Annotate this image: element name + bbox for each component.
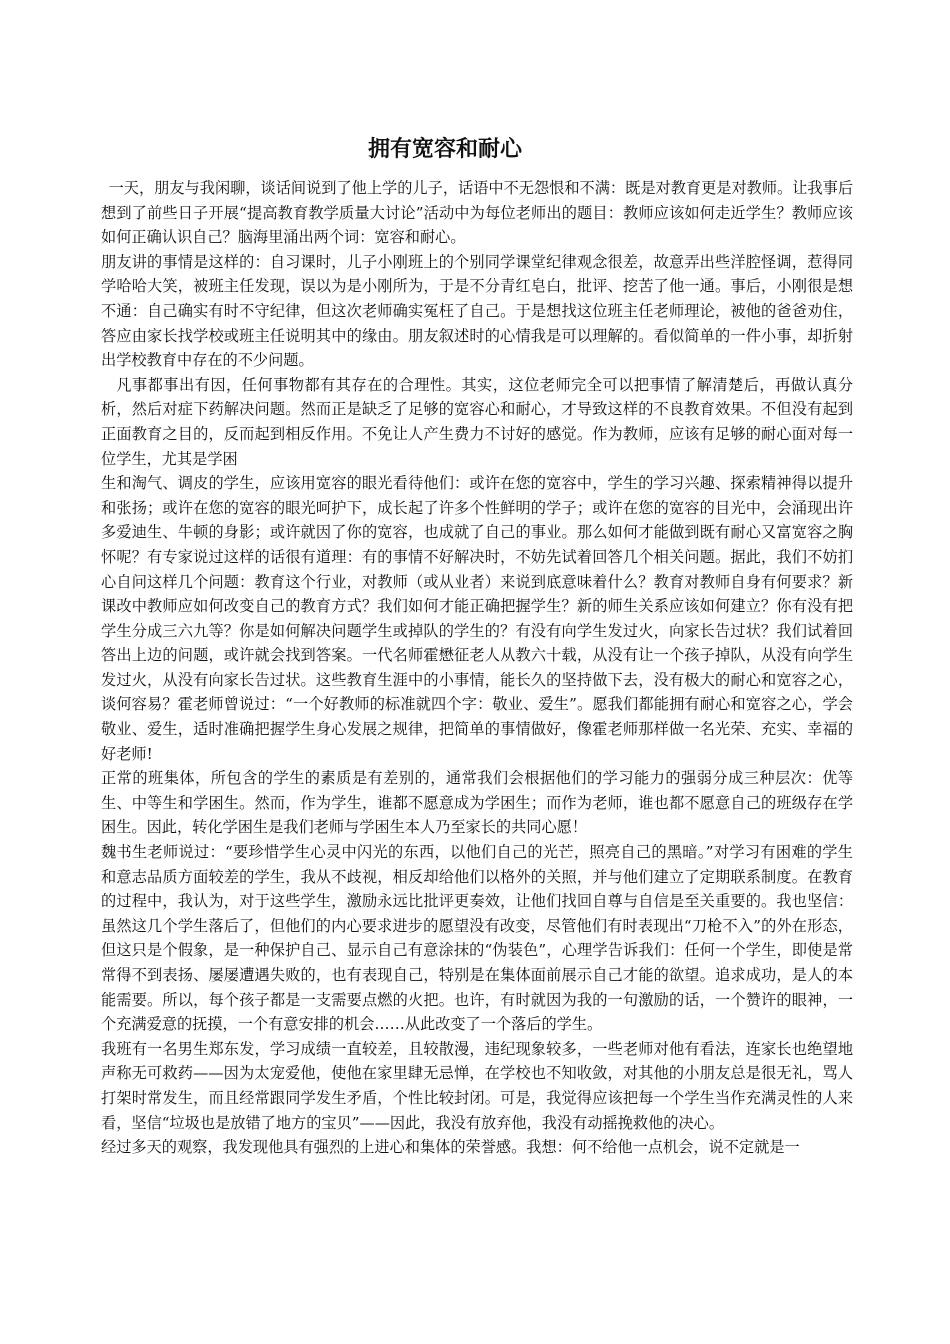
paragraph-1: 一天，朋友与我闲聊，谈话间说到了他上学的儿子，话语中不无怨恨和不满：既是对教育更是对教师。让我事后想到了前些日子开展“提高教育教学质量大讨论”活动中为每位老师出的题目：教师应该如何走近学生？教师应该如何正确认识自己？脑海里涌出两个词：宽容和耐心。 (101, 179, 853, 247)
paragraph-7: 我班有一名男生郑东发，学习成绩一直较差，且较散漫，违纪现象较多，一些老师对他有看法，连家长也绝望地声称无可救药——因为太宠爱他，使他在家里肆无忌惮，在学校也不知收敛，对其他的小朋友总是很无礼，骂人打架时常发生，而且经常跟同学发生矛盾，个性比较封闭。可是，我觉得应该把每一个学生当作充满灵性的人来看，坚信“垃圾也是放错了地方的宝贝”——因此，我没有放弃他，我没有动摇挽救他的决心。 (101, 1039, 853, 1132)
document-body (101, 176, 853, 1160)
paragraph-6: 魏书生老师说过：“要珍惜学生心灵中闪光的东西，以他们自己的光芒，照亮自己的黑暗。”对学习有困难的学生和意志品质方面较差的学生，我从不歧视，相反却给他们以格外的关照，并与他们建立了定期联系制度。在教育的过程中，我认为，对于这些学生，激励永远比批评更奏效，让他们找回自尊与自信是至关重要的。我也坚信：虽然这几个学生落后了，但他们的内心要求进步的愿望没有改变，尽管他们有时表现出“刀枪不入”的外在形态，但这只是个假象，是一种保护自己、显示自己有意涂抹的“伪装色”，心理学告诉我们：任何一个学生，即使是常常得不到表扬、屡屡遭遇失败的，也有表现自己，特别是在集体面前展示自己才能的欲望。追求成功，是人的本能需要。所以，每个孩子都是一支需要点燃的火把。也许，有时就因为我的一句激励的话，一个赞许的眼神，一个充满爱意的抚摸，一个有意安排的机会……从此改变了一个落后的学生。 (101, 843, 853, 1034)
paragraph-4: 生和淘气、调皮的学生，应该用宽容的眼光看待他们：或许在您的宽容中，学生的学习兴趣、探索精神得以提升和张扬；或许在您的宽容的眼光呵护下，成长起了许多个性鲜明的学子；或许在您的宽容的目光中，会涌现出许多爱迪生、牛顿的身影；或许就因了你的宽容，也成就了自己的事业。那么如何才能做到既有耐心又富宽容之胸怀呢？有专家说过这样的话很有道理：有的事情不好解决时，不妨先试着回答几个相关问题。据此，我们不妨扪心自问这样几个问题：教育这个行业，对教师（或从业者）来说到底意味着什么？教育对教师自身有何要求？新课改中教师应如何改变自己的教育方式？我们如何才能正确把握学生？新的师生关系应该如何建立？你有没有把学生分成三六九等？你是如何解决问题学生或掉队的学生的？有没有向学生发过火，向家长告过状？我们试着回答出上边的问题，或许就会找到答案。一代名师霍懋征老人从教六十载，从没有让一个孩子掉队，从没有向学生发过火，从没有向家长告过状。这些教育生涯中的小事情，能长久的坚持做下去，没有极大的耐心和宽容之心，谈何容易？霍老师曾说过：“一个好教师的标准就四个字：敬业、爱生”。愿我们都能拥有耐心和宽容之心，学会敬业、爱生，适时准确把握学生身心发展之规律，把简单的事情做好，像霍老师那样做一名光荣、充实、幸福的好老师! (101, 474, 853, 763)
paragraph-8: 经过多天的观察，我发现他具有强烈的上进心和集体的荣誉感。我想：何不给他一点机会，说不定就是一 (101, 1138, 800, 1157)
paragraph-2: 朋友讲的事情是这样的：自习课时，儿子小刚班上的个别同学课堂纪律观念很差，故意弄出些洋腔怪调，惹得同学哈哈大笑，被班主任发现，误以为是小刚所为，于是不分青红皂白，批评、挖苦了他一通。事后，小刚很是想不通：自己确实有时不守纪律，但这次老师确实冤枉了自己。于是想找这位班主任老师理论，被他的爸爸劝住，答应由家长找学校或班主任说明其中的缘由。朋友叙述时的心情我是可以理解的。看似简单的一件小事，却折射出学校教育中存在的不少问题。 (101, 252, 853, 370)
document-title: 拥有宽容和耐心 (367, 137, 522, 162)
paragraph-3: 凡事都事出有因，任何事物都有其存在的合理性。其实，这位老师完全可以把事情了解清楚后，再做认真分析，然后对症下药解决问题。然而正是缺乏了足够的宽容心和耐心，才导致这样的不良教育效果。不但没有起到正面教育之目的，反而起到相反作用。不免让人产生费力不讨好的感觉。作为教师，应该有足够的耐心面对每一位学生，尤其是学困 (101, 375, 853, 468)
paragraph-5: 正常的班集体，所包含的学生的素质是有差别的，通常我们会根据他们的学习能力的强弱分成三种层次：优等生、中等生和学困生。然而，作为学生，谁都不愿意成为学困生；而作为老师，谁也都不愿意自己的班级存在学困生。因此，转化学困生是我们老师与学困生本人乃至家长的共同心愿！ (101, 769, 853, 837)
